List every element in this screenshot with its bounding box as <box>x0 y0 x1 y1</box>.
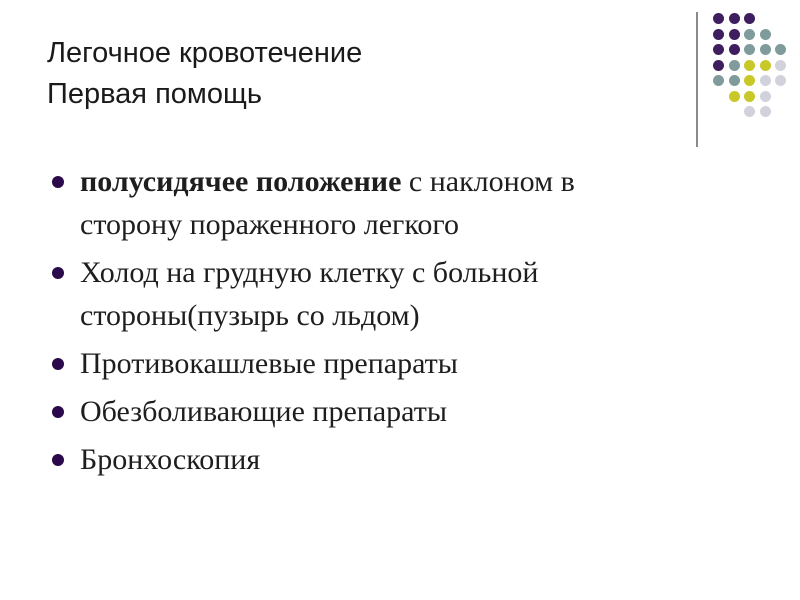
bullet-text: Бронхоскопия <box>80 443 261 476</box>
decorative-dot <box>729 13 740 24</box>
bullet-text: Холод на грудную клетку с больной стороны(пузырь со льдом) <box>80 256 539 332</box>
decorative-dot <box>760 91 771 102</box>
decorative-dot <box>760 75 771 86</box>
decorative-dot <box>775 75 786 86</box>
bullet-item-4 <box>48 390 668 433</box>
decorative-dot <box>713 44 724 55</box>
bullet-dot-icon <box>52 267 64 279</box>
bullet-list <box>48 160 668 486</box>
decorative-dot <box>713 75 724 86</box>
decorative-dot <box>713 60 724 71</box>
decorative-dot <box>713 29 724 40</box>
decorative-dot <box>729 91 740 102</box>
vertical-divider <box>696 12 698 147</box>
bullet-dot-icon <box>52 358 64 370</box>
bullet-item-3 <box>48 342 668 385</box>
bullet-dot-icon <box>52 406 64 418</box>
title-line-1: Легочное кровотечение <box>47 37 363 69</box>
decorative-dot <box>744 60 755 71</box>
decorative-dot <box>729 60 740 71</box>
decorative-dot <box>760 106 771 117</box>
bullet-item-5 <box>48 438 668 481</box>
bullet-item-1 <box>48 160 668 246</box>
decorative-dot <box>744 91 755 102</box>
decorative-dot <box>760 44 771 55</box>
decorative-dot <box>744 44 755 55</box>
title-line-2: Первая помощь <box>47 78 262 110</box>
bullet-dot-icon <box>52 176 64 188</box>
bullet-text: с наклоном в сторону пораженного легкого <box>80 165 575 241</box>
decorative-dot <box>713 13 724 24</box>
decorative-dot <box>744 13 755 24</box>
bullet-text: Обезболивающие препараты <box>80 395 447 428</box>
decorative-dot <box>729 44 740 55</box>
bullet-text: Противокашлевые препараты <box>80 347 458 380</box>
bullet-bold-text: полусидячее положение <box>80 165 402 198</box>
decorative-dot <box>775 60 786 71</box>
decorative-dot <box>729 29 740 40</box>
decorative-dot <box>760 60 771 71</box>
decorative-dot <box>744 29 755 40</box>
slide-title <box>47 33 667 115</box>
decorative-dot <box>729 75 740 86</box>
bullet-item-2 <box>48 251 668 337</box>
decorative-dot <box>760 29 771 40</box>
decorative-dot <box>744 75 755 86</box>
decorative-dot <box>775 44 786 55</box>
bullet-dot-icon <box>52 454 64 466</box>
decorative-dot <box>744 106 755 117</box>
